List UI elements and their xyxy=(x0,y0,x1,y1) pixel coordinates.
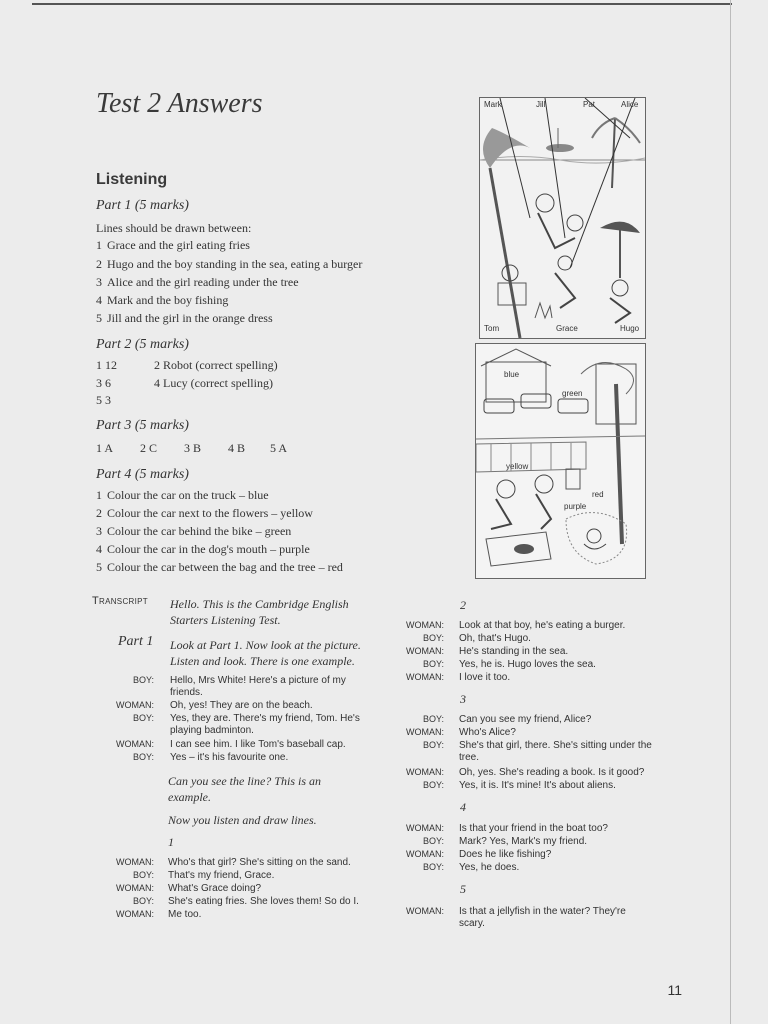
part1-item: 1 Grace and the girl eating fries xyxy=(96,238,250,252)
part3-answer: 3 B xyxy=(184,441,202,455)
part3-answer: 1 A xyxy=(96,441,114,455)
street-illustration xyxy=(476,344,645,578)
utterance: She's eating fries. She loves them! So do I. xyxy=(168,896,359,907)
part2-answer: 5 3 xyxy=(96,393,111,407)
utterance: I can see him. I like Tom's baseball cap. xyxy=(170,739,346,750)
speaker-label: WOMAN: xyxy=(406,849,444,859)
part3-answer: 2 C xyxy=(140,441,158,455)
speaker-label: BOY: xyxy=(422,780,444,790)
label-jill: Jill xyxy=(536,100,546,109)
utterance: I love it too. xyxy=(459,672,511,683)
part1-item: 4 Mark and the boy fishing xyxy=(96,293,229,307)
label-hugo: Hugo xyxy=(620,324,640,333)
part4-item: 4 Colour the car in the dog's mouth – purple xyxy=(96,542,310,556)
part3-answer: 4 B xyxy=(228,441,246,455)
utterance: Is that a jellyfish in the water? They're scary. xyxy=(459,906,626,929)
part4-heading: Part 4 (5 marks) xyxy=(96,467,189,482)
top-rule xyxy=(32,3,732,5)
speaker-label: WOMAN: xyxy=(406,727,444,737)
transcript-part1-label: Part 1 xyxy=(118,634,154,649)
beach-picture xyxy=(479,97,646,339)
speaker-label: WOMAN: xyxy=(116,909,154,919)
label-pat: Pat xyxy=(583,100,596,109)
speaker-label: WOMAN: xyxy=(406,672,444,682)
section-number: 4 xyxy=(460,800,466,814)
speaker-label: BOY: xyxy=(132,752,154,762)
page-edge-rule xyxy=(730,0,731,1024)
utterance: Can you see my friend, Alice? xyxy=(459,714,592,725)
page-title: Test 2 Answers xyxy=(96,88,263,119)
section-number: 5 xyxy=(460,882,466,896)
part2-answer: 4 Lucy (correct spelling) xyxy=(154,376,273,390)
label-blue: blue xyxy=(504,370,520,379)
speaker-label: BOY: xyxy=(422,836,444,846)
speaker-label: WOMAN: xyxy=(406,620,444,630)
label-red: red xyxy=(592,490,604,499)
utterance: Who's that girl? She's sitting on the sand. xyxy=(168,857,351,868)
speaker-label: BOY: xyxy=(132,713,154,723)
speaker-label: WOMAN: xyxy=(406,646,444,656)
page-number: 11 xyxy=(667,982,682,998)
label-alice: Alice xyxy=(621,100,639,109)
label-mark: Mark xyxy=(484,100,502,109)
section-number: 2 xyxy=(460,598,466,612)
utterance: Mark? Yes, Mark's my friend. xyxy=(459,836,588,847)
speaker-label: BOY: xyxy=(132,870,154,880)
utterance: He's standing in the sea. xyxy=(459,646,569,657)
label-green: green xyxy=(562,389,583,398)
utterance: Does he like fishing? xyxy=(459,849,552,860)
part4-item: 1 Colour the car on the truck – blue xyxy=(96,488,269,502)
utterance: Hello, Mrs White! Here's a picture of my friends. xyxy=(170,675,346,698)
utterance: Is that your friend in the boat too? xyxy=(459,823,608,834)
part3-heading: Part 3 (5 marks) xyxy=(96,418,189,433)
example-note: Can you see the line? This is an example. xyxy=(168,774,321,804)
part1-item: 3 Alice and the girl reading under the tree xyxy=(96,275,299,289)
part4-item: 3 Colour the car behind the bike – green xyxy=(96,524,292,538)
utterance: Oh, that's Hugo. xyxy=(459,633,531,644)
speaker-label: WOMAN: xyxy=(406,906,444,916)
part1-item: 5 Jill and the girl in the orange dress xyxy=(96,311,273,325)
utterance: Yes, they are. There's my friend, Tom. He's playing badminton. xyxy=(170,713,360,736)
utterance: Oh, yes! They are on the beach. xyxy=(170,700,313,711)
part3-answer: 5 A xyxy=(270,441,288,455)
speaker-label: WOMAN: xyxy=(116,883,154,893)
utterance: Who's Alice? xyxy=(459,727,516,738)
label-yellow: yellow xyxy=(506,462,529,471)
speaker-label: BOY: xyxy=(132,675,154,685)
speaker-label: BOY: xyxy=(422,633,444,643)
part2-answer: 2 Robot (correct spelling) xyxy=(154,358,278,372)
utterance: Look at that boy, he's eating a burger. xyxy=(459,620,626,631)
part1-item: 2 Hugo and the boy standing in the sea, eating a burger xyxy=(96,257,363,271)
transcript-intro: Hello. This is the Cambridge English Starters Listening Test. xyxy=(170,597,349,627)
speaker-label: BOY: xyxy=(132,896,154,906)
utterance: That's my friend, Grace. xyxy=(168,870,275,881)
utterance: She's that girl, there. She's sitting under the tree. xyxy=(459,740,652,763)
label-purple: purple xyxy=(564,502,587,511)
utterance: Yes – it's his favourite one. xyxy=(170,752,289,763)
speaker-label: BOY: xyxy=(422,714,444,724)
speaker-label: WOMAN: xyxy=(116,739,154,749)
transcript-label: Transcript xyxy=(92,595,148,607)
speaker-label: WOMAN: xyxy=(406,823,444,833)
part2-answer: 3 6 xyxy=(96,376,111,390)
section-number: 3 xyxy=(460,692,466,706)
part4-item: 5 Colour the car between the bag and the tree – red xyxy=(96,560,343,574)
part1-intro: Lines should be drawn between: xyxy=(96,221,252,235)
utterance: Yes, he is. Hugo loves the sea. xyxy=(459,659,596,670)
speaker-label: BOY: xyxy=(422,862,444,872)
utterance: Yes, he does. xyxy=(459,862,520,873)
label-tom: Tom xyxy=(484,324,500,333)
street-picture xyxy=(475,343,646,579)
section-number: 1 xyxy=(168,835,174,849)
utterance: Me too. xyxy=(168,909,202,920)
part1-heading: Part 1 (5 marks) xyxy=(96,198,189,213)
speaker-label: BOY: xyxy=(422,659,444,669)
speaker-label: BOY: xyxy=(422,740,444,750)
speaker-label: WOMAN: xyxy=(406,767,444,777)
part2-heading: Part 2 (5 marks) xyxy=(96,337,189,352)
section-heading-listening: Listening xyxy=(96,171,168,188)
utterance: Oh, yes. She's reading a book. Is it good? xyxy=(459,767,645,778)
utterance: Yes, it is. It's mine! It's about aliens. xyxy=(459,780,616,791)
part4-item: 2 Colour the car next to the flowers – yellow xyxy=(96,506,313,520)
speaker-label: WOMAN: xyxy=(116,857,154,867)
beach-illustration xyxy=(480,98,645,338)
part2-answer: 1 12 xyxy=(96,358,117,372)
speaker-label: WOMAN: xyxy=(116,700,154,710)
listen-note: Now you listen and draw lines. xyxy=(168,813,317,827)
utterance: What's Grace doing? xyxy=(168,883,262,894)
label-grace: Grace xyxy=(556,324,578,333)
transcript-part1-instructions: Look at Part 1. Now look at the picture. Listen and look. There is one example. xyxy=(170,638,361,668)
